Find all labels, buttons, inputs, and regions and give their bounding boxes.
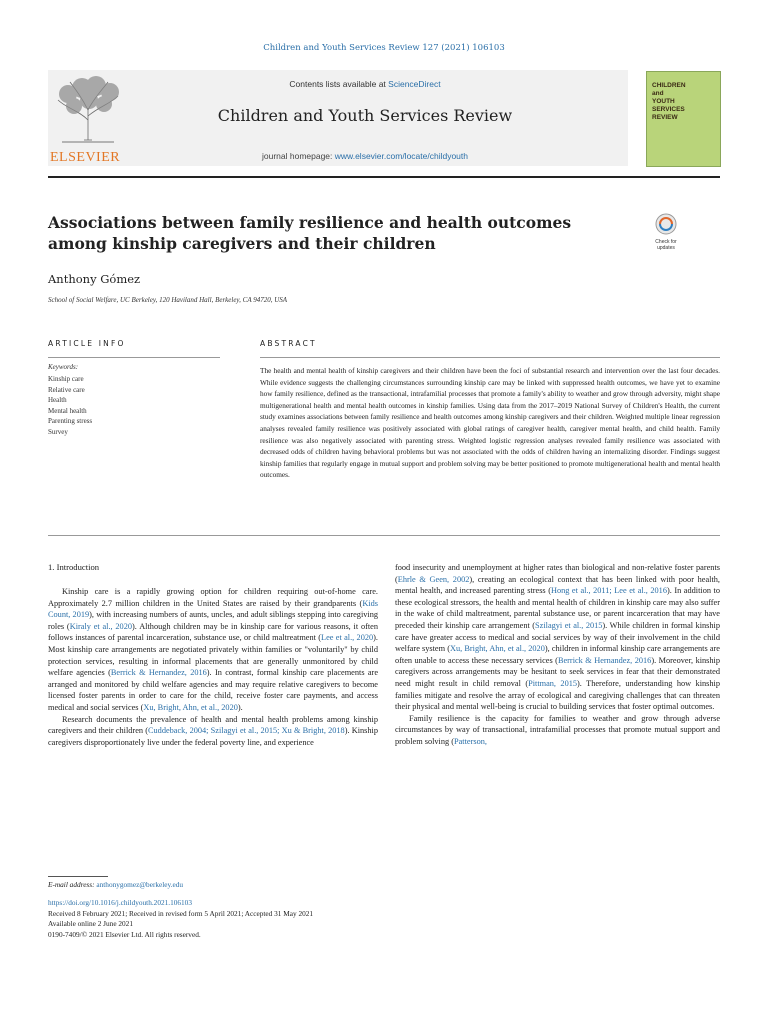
abstract-text: The health and mental health of kinship caregivers and their children have been the foci of substantial research and intervention over the last four decades. While evidence suggests the challenging circumstances surrounding kinship care may be linked with suppressed health outcomes, we have yet to examine how family resilience, defined as the transactional, intrafamilial processes that promote a family's ability to weather and grow through adversity, might shape multigenerational health and mental health outcomes in kinship families. Using data from the 2017–2019 National Survey of Children's Health, the current study examines associations between family resilience and health outcomes among kinship caregivers and their children. Weighted multiple linear regression analyses revealed family resilience was positively associated with global ratings of caregiver health, caregiver mental health, and child health. Family resilience was also negatively associated with parenting stress. Weighted logistic regression analyses revealed family resilience was associated with decreased odds of children having behavioral problems but was not associated with the odds of children having an internalizing disorder. Findings suggest kinship families that regularly engage in mutual support and problem solving may be better positioned to promote multigenerational health and mental health outcomes.: [260, 366, 720, 480]
email-link[interactable]: anthonygomez@berkeley.edu: [96, 880, 184, 889]
copyright-notice: 0190-7409/© 2021 Elsevier Ltd. All rights reserved.: [48, 929, 201, 939]
homepage-prefix: journal homepage:: [261, 151, 335, 161]
introduction-heading: 1. Introduction: [48, 562, 100, 572]
left-column: [48, 586, 378, 748]
citation-link[interactable]: Pittman, 2015: [528, 678, 578, 688]
received-dates: Received 8 February 2021; Received in revised form 5 April 2021; Accepted 31 May 2021: [48, 908, 314, 918]
keyword-item: Mental health: [48, 406, 87, 415]
right-column: [395, 562, 720, 748]
article-history: [48, 898, 313, 940]
intro-paragraph-2: Research documents the prevalence of health and mental health problems among kinship caregivers and their children (Cuddeback, 2004; Szilagyi et al., 2015; Xu & Bright, 2018). Kinship caregivers disproportionately live under the federal poverty line, and experience: [48, 714, 378, 747]
journal-title: Children and Youth Services Review: [217, 106, 513, 125]
tree-icon: [48, 70, 128, 148]
homepage-line: [130, 151, 600, 161]
keyword-item: Parenting stress: [48, 417, 93, 425]
keywords-label: Keywords:: [48, 363, 79, 371]
check-for-updates-badge[interactable]: [651, 212, 681, 251]
publisher-wordmark: ELSEVIER: [50, 150, 121, 165]
email-footnote: [48, 880, 183, 889]
author-affiliation: School of Social Welfare, UC Berkeley, 120 Haviland Hall, Berkeley, CA 94720, USA: [48, 296, 288, 304]
article-info-heading: ARTICLE INFO: [48, 339, 126, 348]
check-updates-label: Check for updates: [655, 239, 677, 251]
citation-link[interactable]: Patterson,: [454, 736, 487, 746]
citation-link[interactable]: Szilagyi et al., 2015: [535, 620, 603, 630]
journal-cover-title: [652, 82, 714, 122]
intro-paragraph-1: Kinship care is a rapidly growing option for children requiring out-of-home care. Approximately 2.7 million children in the United States are raised by their grandparents (Kids Count, 2019), with increasing numbers of aunts, uncles, and adult siblings stepping into caregiving roles (Kiraly et al., 2020). Although children may be in kinship care for various reasons, it often follows instances of parental incarceration, substance use, or child maltreatment (Lee et al., 2020). Most kinship care arrangements are negotiated privately within families or "voluntarily" by child protection services, resulting in informal placements that are generally unmonitored by child welfare agencies (Berrick & Hernandez, 2016). In contrast, formal kinship care placements are arranged and monitored by child welfare agencies and may require relative caregivers to become licensed foster parents in order to care for the child, receive foster care payments, and access medical and social services (Xu, Bright, Ahn, et al., 2020).: [48, 587, 379, 712]
article-info-rule: [48, 357, 220, 358]
cover-line: REVIEW: [652, 114, 678, 121]
citation-link[interactable]: Berrick & Hernandez, 2016: [110, 668, 207, 678]
abstract-heading: ABSTRACT: [260, 339, 317, 348]
citation-link[interactable]: Kids Count, 2019: [48, 598, 378, 620]
journal-reference[interactable]: Children and Youth Services Review 127 (2021) 106103: [263, 43, 505, 53]
check-updates-icon: [651, 212, 681, 236]
cover-line: CHILDREN: [652, 82, 686, 89]
cover-line: SERVICES: [652, 106, 685, 113]
citation-link[interactable]: Berrick & Hernandez, 2016: [557, 655, 652, 665]
keywords-list: [48, 374, 92, 437]
keyword-item: Kinship care: [48, 375, 84, 383]
intro-paragraph-3: food insecurity and unemployment at higher rates than biological and non-relative foster parents (Ehrle & Geen, 2002), creating an ecological context that has been linked with poor health, mental health, and increased parenting stress (Hong et al., 2011; Lee et al., 2016). In addition to these ecological stressors, the health and mental health of children in kinship care may also suffer in the wake of child maltreatment, parental substance use, or parent incarceration that may have preceded their kinship care arrangement (Szilagyi et al., 2015). While children in formal kinship care have greater access to medical and social services by way of their involvement in the child welfare system (Xu, Bright, Ahn, et al., 2020), children in informal kinship care arrangements are often unable to access these necessary services (Berrick & Hernandez, 2016). Moreover, kinship caregivers across arrangements may be hesitant to seek services in fear that their demonstrated need might result in child removal (Pittman, 2015). Therefore, understanding how kinship families mitigate and resolve the array of ecological and caregiving challenges that can threaten their physical and mental well-being is crucial to building services that foster optimal outcomes.: [395, 563, 721, 712]
citation-link[interactable]: Ehrle & Geen, 2002: [397, 574, 470, 584]
available-online: Available online 2 June 2021: [48, 919, 133, 929]
abstract-rule-bottom: [48, 535, 720, 536]
citation-link[interactable]: Xu, Bright, Ahn, et al., 2020: [143, 702, 238, 712]
abstract-rule-top: [260, 357, 720, 358]
citation-link[interactable]: Hong et al., 2011; Lee et al., 2016: [550, 586, 667, 596]
author-name[interactable]: Anthony Gómez: [48, 272, 141, 286]
email-label: E-mail address:: [48, 880, 95, 889]
intro-paragraph-4: Family resilience is the capacity for families to weather and grow through adverse circumstances by way of transactional, intrafamilial processes that promote mutual support and problem solving (Patterson,: [395, 713, 720, 746]
contents-line: [130, 79, 600, 89]
citation-link[interactable]: Xu, Bright, Ahn, et al., 2020: [449, 644, 545, 654]
citation-link[interactable]: Cuddeback, 2004; Szilagyi et al., 2015; Xu & Bright, 2018: [147, 726, 345, 736]
keyword-item: Survey: [48, 427, 68, 436]
contents-prefix: Contents lists available at: [289, 79, 389, 89]
keyword-item: Relative care: [48, 385, 85, 394]
footnote-rule: [48, 876, 108, 877]
citation-link[interactable]: Kiraly et al., 2020: [69, 621, 133, 631]
cover-line: and: [652, 90, 664, 97]
header-divider: [48, 176, 720, 178]
sciencedirect-link[interactable]: ScienceDirect: [388, 79, 441, 89]
doi-link[interactable]: https://doi.org/10.1016/j.childyouth.2021.106103: [48, 898, 192, 907]
citation-link[interactable]: Lee et al., 2020: [321, 633, 374, 643]
article-title: Associations between family resilience and health outcomes among kinship caregivers and their children: [48, 213, 572, 253]
keyword-item: Health: [48, 396, 67, 404]
journal-homepage-link[interactable]: www.elsevier.com/locate/childyouth: [334, 151, 468, 161]
cover-line: YOUTH: [652, 98, 675, 105]
